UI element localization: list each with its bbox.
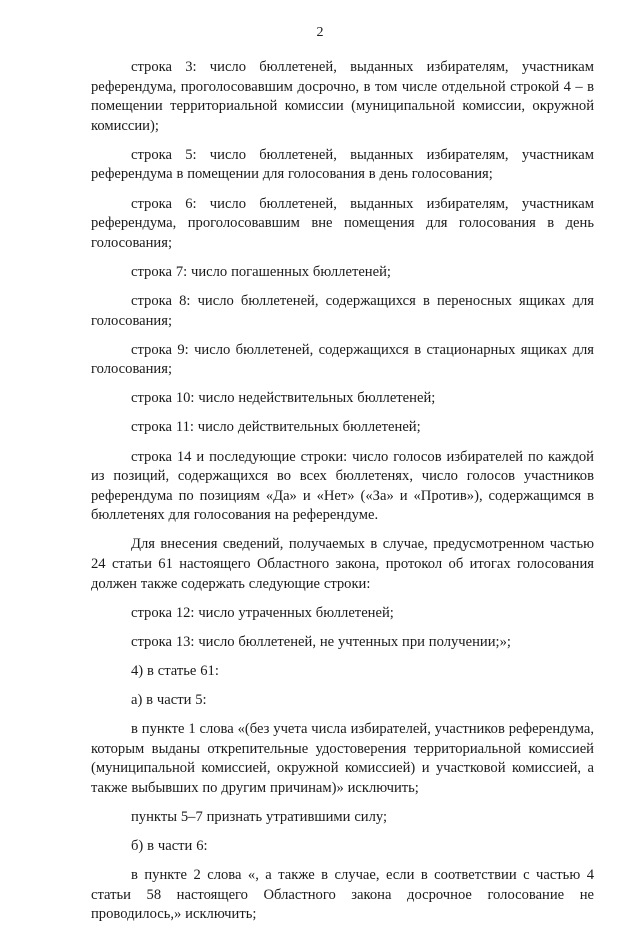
paragraph-item-4: 4) в статье 61: (131, 662, 219, 679)
paragraph-line-12: строка 12: число утраченных бюллетеней; (131, 604, 394, 621)
paragraph-line-11: строка 11: число действительных бюллетеней; (131, 419, 421, 436)
paragraph-article-24-note: Для внесения сведений, получаемых в случае, предусмотренном частью 24 статьи 61 настоящего Областного закона, протокол об итогах голосования должен также содержать следующие строки: (91, 536, 594, 592)
document-body (91, 58, 594, 934)
paragraph-line-7: строка 7: число погашенных бюллетеней; (131, 263, 391, 280)
paragraph-subitem-b: б) в части 6: (131, 838, 208, 854)
paragraph-point-2: в пункте 2 слова «, а также в случае, если в соответствии с частью 4 статьи 58 настоящего Областного закона досрочное голосование не проводилось,» исключить; (91, 867, 594, 923)
paragraph-line-14: строка 14 и последующие строки: число голосов избирателей по каждой из позиций, содержащихся во всех бюллетенях, число голосов участников референдума по позициям «Да» и «Нет» («За» и «Против»), содержащимся в бюллетенях для голосования на референдуме. (91, 448, 594, 524)
paragraph-subitem-a: а) в части 5: (131, 691, 207, 708)
paragraph-points-5-7: пункты 5–7 признать утратившими силу; (131, 808, 388, 825)
page-number: 2 (316, 25, 324, 40)
paragraph-line-3: строка 3: число бюллетеней, выданных избирателям, участникам референдума, проголосовавшим досрочно, в том числе отдельной строкой 4 – в помещении территориальной комиссии (муниципальной комиссии, окружной комиссии); (91, 59, 594, 134)
paragraph-line-9: строка 9: число бюллетеней, содержащихся в стационарных ящиках для голосования; (91, 341, 594, 378)
paragraph-line-5: строка 5: число бюллетеней, выданных избирателям, участникам референдума в помещении для голосования в день голосования; (91, 146, 594, 183)
paragraph-point-1: в пункте 1 слова «(без учета числа избирателей, участников референдума, которым выданы открепительные удостоверения территориальной комиссией (муниципальной комиссией, окружной комиссией) и участковой комиссией, а также выбывших по другим причинам)» исключить; (91, 721, 594, 796)
paragraph-line-10: строка 10: число недействительных бюллетеней; (131, 390, 436, 407)
paragraph-line-6: строка 6: число бюллетеней, выданных избирателям, участникам референдума, проголосовавшим вне помещения для голосования в день голосования; (91, 195, 594, 251)
paragraph-line-8: строка 8: число бюллетеней, содержащихся в переносных ящиках для голосования; (91, 292, 594, 329)
paragraph-line-13: строка 13: число бюллетеней, не учтенных при получении;»; (131, 633, 511, 650)
